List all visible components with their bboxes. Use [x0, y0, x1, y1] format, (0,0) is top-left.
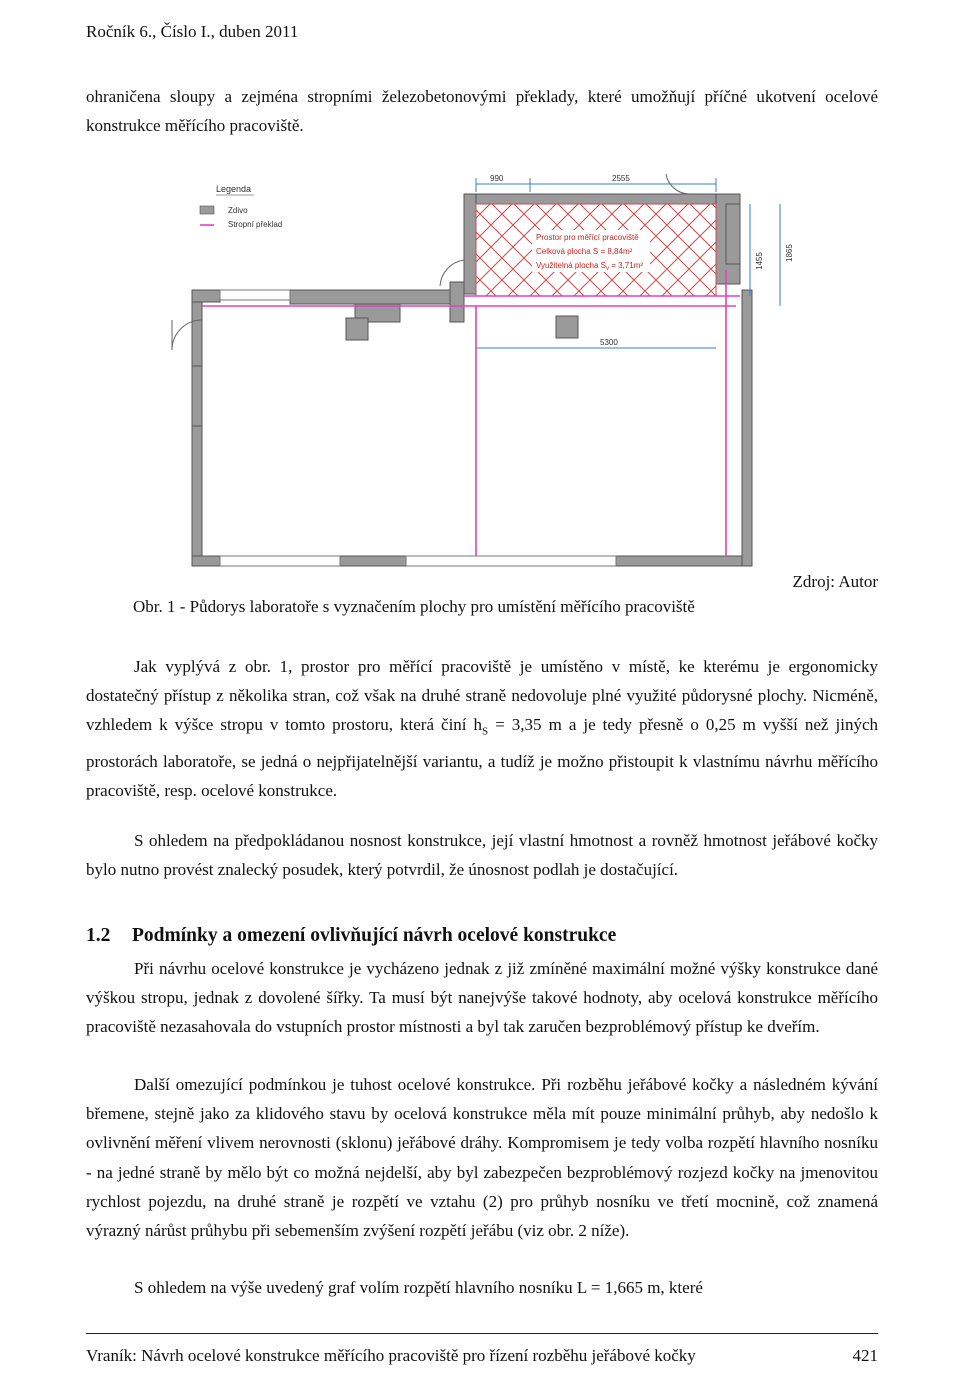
floor-plan-figure: [150, 170, 880, 570]
dim-2555: 2555: [612, 174, 630, 183]
footer-text: Vraník: Návrh ocelové konstrukce měřícího pracoviště pro řízení rozběhu jeřábové kočky: [86, 1346, 696, 1365]
legend: [200, 184, 282, 229]
dim-1865: 1865: [785, 244, 794, 262]
paragraph-5: S ohledem na výše uvedený graf volím rozpětí hlavního nosníku L = 1,665 m, které: [134, 1278, 703, 1297]
legend-item-wall: Zdivo: [228, 206, 248, 215]
figure-source: Zdroj: Autor: [792, 572, 878, 591]
paragraph-2: S ohledem na předpokládanou nosnost konstrukce, její vlastní hmotnost a rovněž hmotnost jeřábové kočky bylo nutno provést znalecký posudek, který potvrdil, že únosnost podlah je dostačující.: [86, 831, 878, 880]
paragraph-4: Další omezující podmínkou je tuhost ocelové konstrukce. Při rozběhu jeřábové kočky a následném kývání břemene, stejně jako za klidového stavu by ocelová konstrukce měla mít pouze minimální průhyb, aby nedošlo k ovlivnění měření vlivem nerovnosti (sklonu) jeřábové dráhy. Kompromisem je tedy volba rozpětí hlavního nosníku - na jedné straně by mělo být co možná nejdelší, aby byl zabezpečen bezproblémový rozjezd kočky na jmenovitou rychlost pojezdu, na druhé straně je rozpětí ve vztahu (2) pro průhyb nosníku ve třetí mocnině, což znamená výrazný nárůst průhybu při sebemenším zvýšení rozpětí jeřábu (viz obr. 2 níže).: [86, 1075, 878, 1241]
lintel-lines: [202, 270, 740, 556]
dim-1455: 1455: [755, 252, 764, 270]
page-header: Ročník 6., Číslo I., duben 2011: [86, 22, 299, 41]
section-heading: 1.2 Podmínky a omezení ovlivňující návrh ocelové konstrukce: [86, 925, 617, 946]
paragraph-1: Jak vyplývá z obr. 1, prostor pro měřící pracoviště je umístěno v místě, ke kterému je ergonomicky dostatečný přístup z několika stran, což však na druhé straně nedovoluje plné využité půdorysné plochy. Nicméně, vzhledem k výšce stropu v tomto prostoru, která činí $h_S = 3,35$ m a je tedy přesně o 0,25 m vyšší než jiných prostorách laboratoře, se jedná o nejpřijatelnější variantu, a tudíž je možno přistoupit k vlastnímu návrhu měřícího pracoviště, resp. ocelové konstrukce.: [86, 657, 878, 801]
page-footer: [86, 1346, 878, 1366]
dim-990: 990: [490, 174, 504, 183]
area-label-total: Celková plocha S = 8,84m²: [536, 247, 633, 256]
page-number: 421: [852, 1346, 878, 1365]
figure-caption: Obr. 1 - Půdorys laboratoře s vyznačením plochy pro umístění měřícího pracoviště: [133, 597, 695, 616]
area-label-used: Využitelná plocha $S_v = 3,71m^2$: [536, 261, 643, 272]
footer-rule: [86, 1333, 878, 1334]
intro-paragraph: ohraničena sloupy a zejména stropními železobetonovými překlady, které umožňují příčné ukotvení ocelové konstrukce měřícího pracoviště.: [86, 87, 878, 136]
dim-5300: 5300: [600, 338, 618, 347]
paragraph-3: Při návrhu ocelové konstrukce je vycházeno jednak z již zmíněné maximální možné výšky konstrukce dané výškou stropu, jednak z dovolené šířky. Ta musí být nanejvýše takové hodnoty, aby ocelová konstrukce měřícího pracoviště nezasahovala do vstupních prostor místnosti a byl tak zaručen bezproblémový přístup ke dveřím.: [86, 959, 878, 1037]
legend-title: Legenda: [216, 184, 252, 194]
area-label-title: Prostor pro měřící pracoviště: [536, 233, 639, 242]
legend-item-lintel: Stropní překlad: [228, 220, 283, 229]
